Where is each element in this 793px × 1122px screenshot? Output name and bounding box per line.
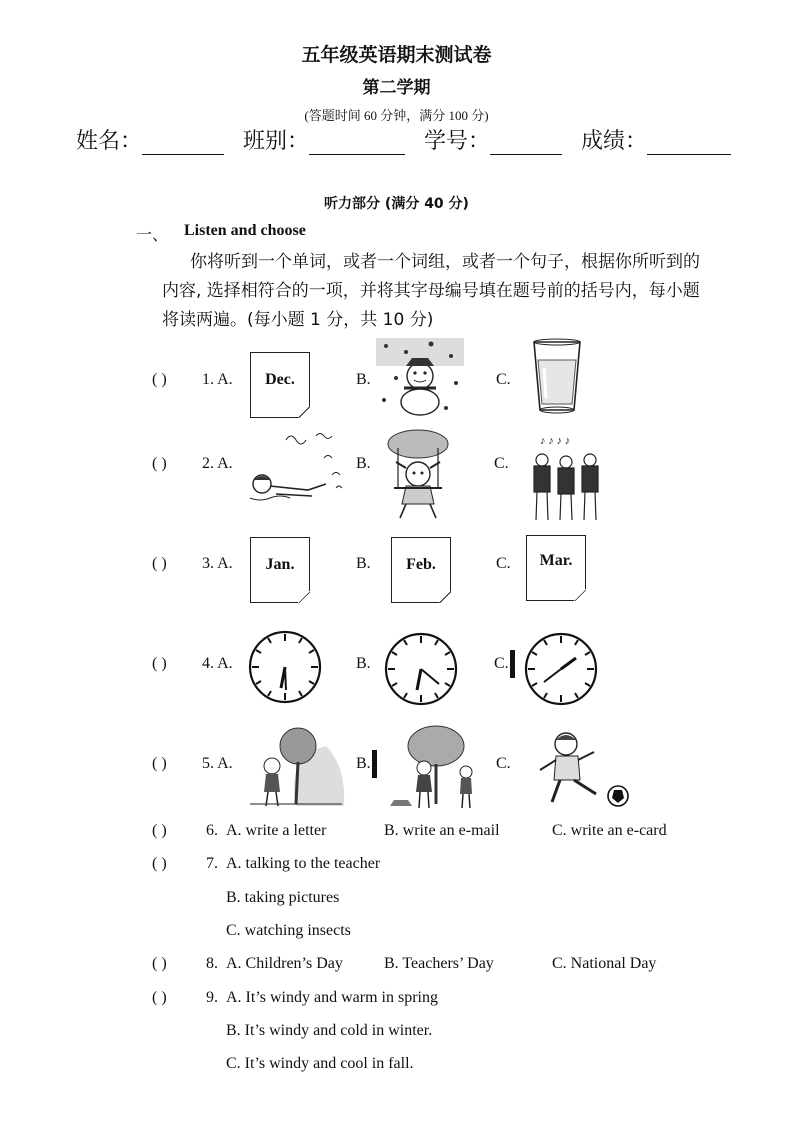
- page-fold: [298, 591, 310, 603]
- option-c-label: C.: [496, 555, 511, 572]
- question-9: [152, 989, 218, 1007]
- question-number: 1. A.: [202, 371, 233, 388]
- option-c-label: C.: [494, 655, 509, 672]
- q9-option-b: B. It’s windy and cold in winter.: [226, 1022, 433, 1039]
- question-number: 7.: [206, 855, 218, 872]
- option-b-label: B.: [356, 455, 371, 472]
- singing-girls-image: [526, 432, 606, 524]
- question-number: 8.: [206, 955, 218, 972]
- question-8: [152, 955, 218, 973]
- page-fold: [298, 406, 310, 418]
- time-and-score-note: (答题时间 60 分钟，满分 100 分): [304, 108, 489, 123]
- answer-parens[interactable]: ( ): [152, 555, 167, 572]
- exam-title: 五年级英语期末测试卷: [301, 44, 492, 66]
- student-info-row: [76, 124, 756, 155]
- question-1: [152, 371, 233, 389]
- option-c-label: C.: [494, 455, 509, 472]
- q6-option-a: A. write a letter: [226, 822, 327, 839]
- kids-planting-tree-image: [386, 724, 482, 812]
- q7-option-b: B. taking pictures: [226, 889, 340, 906]
- page-fold: [439, 591, 451, 603]
- question-number: 6.: [206, 822, 218, 839]
- clock-image: [248, 630, 322, 704]
- marker-bar: [372, 750, 377, 778]
- instruction-line-1: 你将听到一个单词，或者一个词组，或者一个句子，根据你所听到的: [190, 252, 700, 272]
- number-label: 学号：: [424, 129, 491, 154]
- month-card-dec: [250, 352, 310, 418]
- instruction-line-2: 内容, 选择相符合的一项，并将其字母编号填在题号前的括号内，每小题: [162, 281, 700, 301]
- part-title: Listen and choose: [184, 222, 306, 239]
- question-2: [152, 455, 233, 473]
- month-card-mar: [526, 535, 586, 601]
- question-5: [152, 755, 233, 773]
- score-label: 成绩：: [581, 129, 648, 154]
- option-b-label: B.: [356, 655, 371, 672]
- question-6: [152, 822, 218, 840]
- q7-option-a: A. talking to the teacher: [226, 855, 381, 872]
- question-4: [152, 655, 233, 673]
- snowman-image: [376, 338, 466, 418]
- swimming-image: [246, 430, 350, 506]
- question-7: [152, 855, 218, 873]
- question-number: 4. A.: [202, 655, 233, 672]
- q9-option-a: A. It’s windy and warm in spring: [226, 989, 438, 1006]
- question-number: 3. A.: [202, 555, 233, 572]
- clock-image: [384, 632, 458, 706]
- answer-parens[interactable]: ( ): [152, 655, 167, 672]
- option-c-label: C.: [496, 371, 511, 388]
- q8-option-c: C. National Day: [552, 955, 657, 972]
- class-blank[interactable]: [309, 128, 405, 155]
- name-blank[interactable]: [142, 128, 224, 155]
- instruction-line-3: 将读两遍。(每小题 1 分，共 10 分): [162, 310, 434, 330]
- month-card-jan: [250, 537, 310, 603]
- card-label: Feb.: [406, 556, 436, 573]
- answer-parens[interactable]: ( ): [152, 855, 167, 872]
- answer-parens[interactable]: ( ): [152, 989, 167, 1006]
- answer-parens[interactable]: ( ): [152, 822, 167, 839]
- kids-by-tree-image: [246, 726, 346, 810]
- option-b-label: B.: [356, 755, 371, 772]
- number-blank[interactable]: [490, 128, 562, 155]
- question-number: 9.: [206, 989, 218, 1006]
- boy-kicking-ball-image: [530, 730, 630, 810]
- class-label: 班别：: [243, 129, 310, 154]
- svg-text:♪ ♪ ♪ ♪: ♪ ♪ ♪ ♪: [540, 435, 571, 447]
- answer-parens[interactable]: ( ): [152, 371, 167, 388]
- option-b-label: B.: [356, 555, 371, 572]
- clock-image: [524, 632, 598, 706]
- card-label: Dec.: [265, 371, 295, 388]
- question-number: 5. A.: [202, 755, 233, 772]
- q7-option-c: C. watching insects: [226, 922, 351, 939]
- girl-on-swing-image: [376, 428, 460, 520]
- q9-option-c: C. It’s windy and cool in fall.: [226, 1055, 414, 1072]
- answer-parens[interactable]: ( ): [152, 755, 167, 772]
- question-3: [152, 555, 233, 573]
- term-label: 第二学期: [362, 78, 431, 98]
- option-b-label: B.: [356, 371, 371, 388]
- listening-section-title: 听力部分 (满分 40 分): [324, 196, 469, 212]
- q6-option-b: B. write an e-mail: [384, 822, 500, 839]
- option-c-label: C.: [496, 755, 511, 772]
- score-blank[interactable]: [647, 128, 731, 155]
- answer-parens[interactable]: ( ): [152, 955, 167, 972]
- glass-of-water-image: [530, 338, 584, 414]
- question-number: 2. A.: [202, 455, 233, 472]
- part-number: 一、: [136, 225, 169, 244]
- month-card-feb: [391, 537, 451, 603]
- q8-option-a: A. Children’s Day: [226, 955, 343, 972]
- card-label: Mar.: [539, 552, 573, 569]
- marker-bar: [510, 650, 515, 678]
- q6-option-c: C. write an e-card: [552, 822, 667, 839]
- page-fold: [574, 589, 586, 601]
- name-label: 姓名：: [76, 129, 143, 154]
- card-label: Jan.: [265, 556, 295, 573]
- answer-parens[interactable]: ( ): [152, 455, 167, 472]
- q8-option-b: B. Teachers’ Day: [384, 955, 494, 972]
